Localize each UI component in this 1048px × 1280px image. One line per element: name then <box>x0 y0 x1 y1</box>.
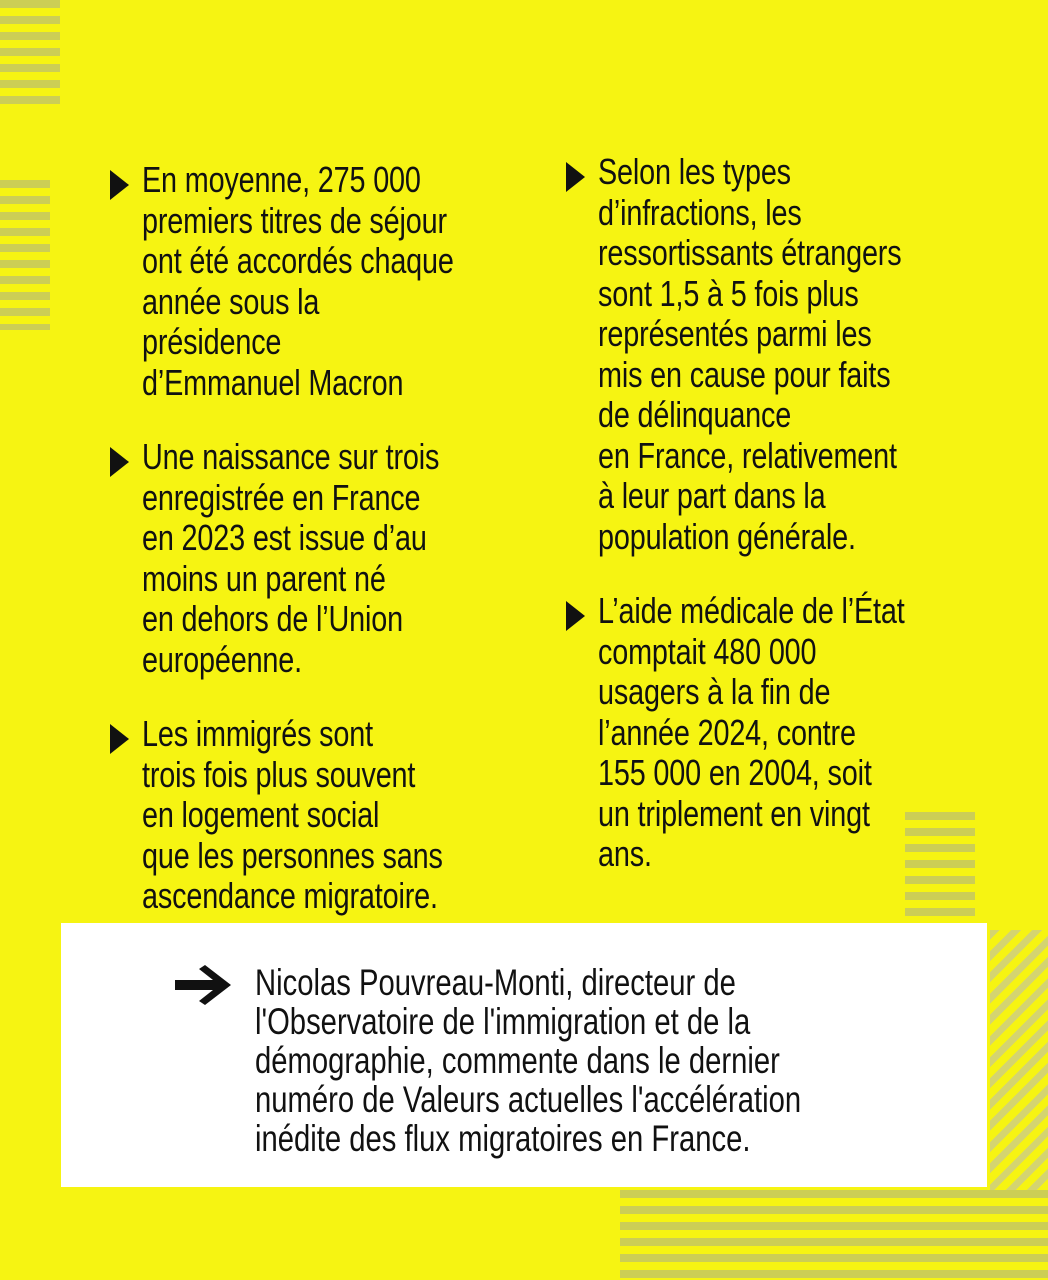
left-column <box>110 160 540 951</box>
triangle-bullet-icon <box>110 447 129 477</box>
decorative-stripes-left <box>0 180 50 330</box>
fact-text: Une naissance sur trois enregistrée en France en 2023 est issue d’au moins un parent né en dehors de l’Union européenne. <box>142 436 440 680</box>
fact-item <box>110 714 540 917</box>
triangle-bullet-icon <box>566 601 585 631</box>
fact-text: L’aide médicale de l’État comptait 480 000 usagers à la fin de l’année 2024, contre 155 000 en 2004, soit un triplement en vingt ans. <box>598 590 905 874</box>
quote-box <box>61 923 987 1187</box>
fact-item <box>566 591 1006 875</box>
fact-text: En moyenne, 275 000 premiers titres de séjour ont été accordés chaque année sous la présidence d’Emmanuel Macron <box>142 159 454 403</box>
triangle-bullet-icon <box>566 162 585 192</box>
triangle-bullet-icon <box>110 724 129 754</box>
triangle-bullet-icon <box>110 170 129 200</box>
fact-text: Les immigrés sont trois fois plus souvent en logement social que les personnes sans ascendance migratoire. <box>142 713 443 916</box>
quote-text: Nicolas Pouvreau-Monti, directeur de l'Observatoire de l'immigration et de la démographie, commente dans le dernier numéro de Valeurs actuelles l'accélération inédite des flux migratoires en France. <box>255 962 802 1159</box>
decorative-stripes-bottom <box>620 1190 1048 1280</box>
right-column <box>566 152 1006 909</box>
fact-item <box>110 437 540 680</box>
fact-text: Selon les types d’infractions, les ressortissants étrangers sont 1,5 à 5 fois plus représentés parmi les mis en cause pour faits de délinquance en France, relativement à leur part dans la population générale. <box>598 151 902 557</box>
fact-item <box>566 152 1006 557</box>
arrow-right-icon <box>173 965 235 1005</box>
decorative-stripes-top-left <box>0 0 60 110</box>
decorative-stripes-diagonal-right <box>990 930 1048 1190</box>
fact-item <box>110 160 540 403</box>
